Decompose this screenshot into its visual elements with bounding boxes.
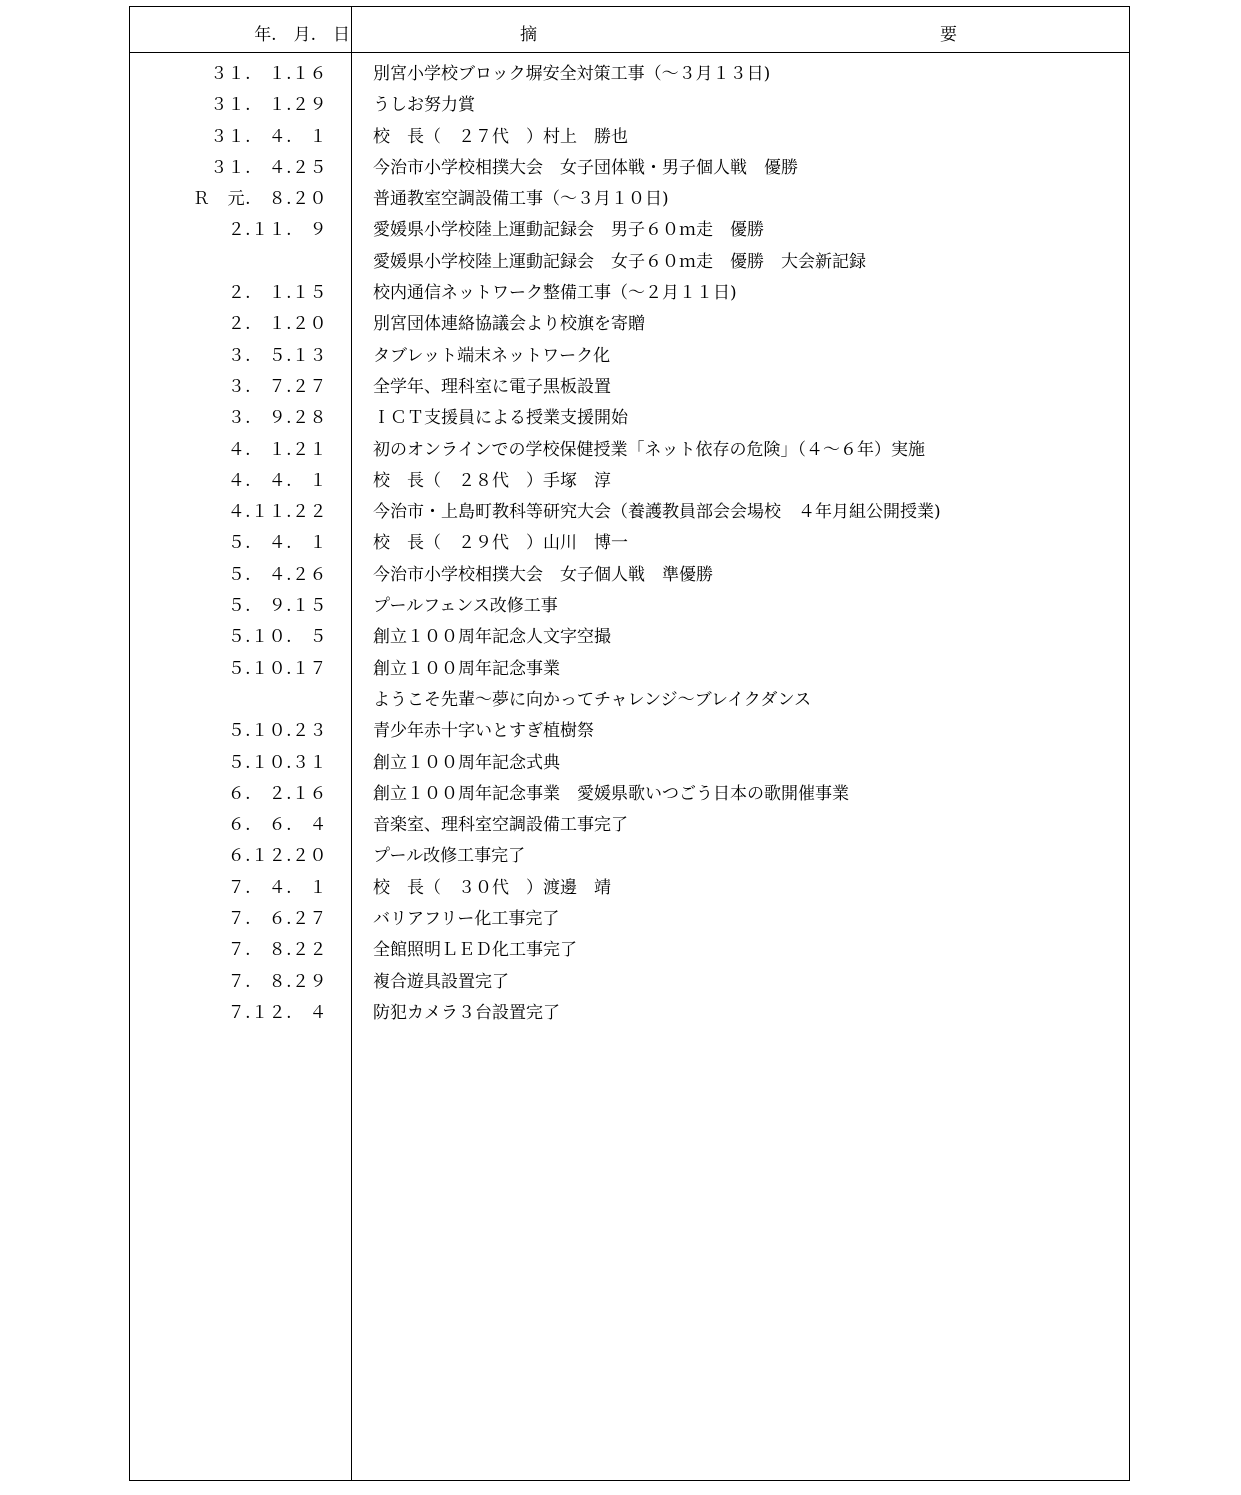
row-date: ３. ５.１３ — [227, 345, 327, 366]
row-summary: 創立１００周年記念事業 愛媛県歌いつごう日本の歌開催事業 — [373, 783, 849, 804]
row-summary: 音楽室、理科室空調設備工事完了 — [373, 815, 628, 836]
row-summary: 今治市小学校相撲大会 女子個人戦 準優勝 — [373, 564, 713, 585]
row-summary: バリアフリー化工事完了 — [373, 909, 560, 930]
row-date: ６. ２.１６ — [227, 783, 327, 804]
history-table — [129, 6, 1130, 1481]
row-date: ７. ６.２７ — [227, 909, 327, 930]
table-row — [130, 247, 1129, 278]
row-date: ５.１０. ５ — [227, 627, 327, 648]
row-summary: 青少年赤十字いとすぎ植樹祭 — [373, 721, 594, 742]
table-row — [130, 748, 1129, 779]
table-row — [130, 622, 1129, 653]
table-row — [130, 967, 1129, 998]
row-date: ５. ９.１５ — [227, 596, 327, 617]
table-row — [130, 341, 1129, 372]
table-row — [130, 998, 1129, 1029]
row-date: ６.１２.２０ — [227, 846, 327, 867]
table-row — [130, 184, 1129, 215]
row-date: ３. ７.２７ — [227, 376, 327, 397]
row-summary: 愛媛県小学校陸上運動記録会 女子６０ｍ走 優勝 大会新記録 — [373, 251, 866, 272]
summary-column-header-second-char: 要 — [940, 25, 957, 45]
table-row — [130, 435, 1129, 466]
row-date: ３１. ４.２５ — [210, 157, 327, 178]
row-date: ５.１０.１７ — [227, 658, 327, 679]
table-row — [130, 59, 1129, 90]
table-row — [130, 122, 1129, 153]
row-date: ５. ４. １ — [227, 533, 327, 554]
row-date: ４. ４. １ — [227, 470, 327, 491]
row-summary: 校 長（ ２９代 ）山川 博一 — [373, 533, 628, 554]
row-date: ５.１０.２３ — [227, 721, 327, 742]
row-summary: 別宮小学校ブロック塀安全対策工事（～３月１３日) — [373, 64, 771, 84]
table-row — [130, 153, 1129, 184]
row-date: ７. ４. １ — [227, 877, 327, 898]
table-row — [130, 810, 1129, 841]
row-date: ４.１１.２２ — [227, 502, 327, 523]
table-row — [130, 560, 1129, 591]
table-row — [130, 278, 1129, 309]
row-date: ３１. １.２９ — [210, 95, 327, 116]
row-date: ７. ８.２９ — [227, 971, 327, 992]
row-date: ５.１０.３１ — [227, 752, 327, 773]
table-row — [130, 90, 1129, 121]
row-summary: 今治市小学校相撲大会 女子団体戦・男子個人戦 優勝 — [373, 157, 798, 178]
row-summary: 愛媛県小学校陸上運動記録会 男子６０ｍ走 優勝 — [373, 220, 764, 241]
row-summary: うしお努力賞 — [373, 95, 475, 116]
table-row — [130, 403, 1129, 434]
summary-column-header-first-char: 摘 — [520, 25, 537, 45]
row-summary: 今治市・上島町教科等研究大会（養護教員部会会場校 ４年月組公開授業) — [373, 502, 941, 523]
row-summary: 防犯カメラ３台設置完了 — [373, 1002, 560, 1023]
row-summary: 創立１００周年記念人文字空撮 — [373, 627, 611, 648]
row-summary: プールフェンス改修工事 — [373, 596, 558, 617]
row-summary: ようこそ先輩～夢に向かってチャレンジ～ブレイクダンス — [373, 689, 812, 710]
table-row — [130, 497, 1129, 528]
row-summary: 校 長（ ３０代 ）渡邊 靖 — [373, 877, 611, 898]
table-row — [130, 372, 1129, 403]
table-row — [130, 309, 1129, 340]
row-date: ７.１２. ４ — [227, 1002, 327, 1023]
table-header — [130, 7, 1129, 53]
row-summary: プール改修工事完了 — [373, 846, 526, 867]
table-body — [130, 59, 1129, 1029]
table-row — [130, 935, 1129, 966]
row-summary: 別宮団体連絡協議会より校旗を寄贈 — [373, 314, 645, 335]
row-date: ６. ６. ４ — [227, 815, 327, 836]
row-summary: 複合遊具設置完了 — [373, 971, 509, 992]
table-row — [130, 528, 1129, 559]
row-summary: 普通教室空調設備工事（～３月１０日) — [373, 189, 669, 210]
date-column-header: 年. 月. 日 — [254, 25, 350, 45]
row-date: Ｒ 元. ８.２０ — [192, 189, 327, 210]
table-row — [130, 716, 1129, 747]
row-date: ３１. ４. １ — [210, 126, 327, 147]
row-summary: 初のオンラインでの学校保健授業「ネット依存の危険」（４～６年）実施 — [373, 439, 925, 460]
row-summary: 全学年、理科室に電子黒板設置 — [373, 376, 611, 397]
table-row — [130, 841, 1129, 872]
table-row — [130, 654, 1129, 685]
table-row — [130, 779, 1129, 810]
row-summary: 創立１００周年記念事業 — [373, 658, 560, 679]
row-summary: ＩＣＴ支援員による授業支援開始 — [373, 408, 628, 429]
row-date: ２.１１. ９ — [227, 220, 327, 241]
row-date: ３１. １.１６ — [210, 64, 327, 84]
row-summary: 校内通信ネットワーク整備工事（～２月１１日) — [373, 283, 737, 304]
row-summary: 創立１００周年記念式典 — [373, 752, 560, 773]
table-row — [130, 591, 1129, 622]
row-date: ２. １.１５ — [227, 283, 327, 304]
row-summary: 校 長（ ２８代 ）手塚 淳 — [373, 470, 611, 491]
table-row — [130, 904, 1129, 935]
row-date: ２. １.２０ — [227, 314, 327, 335]
table-row — [130, 873, 1129, 904]
row-date: ４. １.２１ — [227, 439, 327, 460]
table-row — [130, 215, 1129, 246]
table-row — [130, 685, 1129, 716]
row-date: ５. ４.２６ — [227, 564, 327, 585]
row-summary: 全館照明ＬＥＤ化工事完了 — [373, 940, 577, 961]
row-summary: タブレット端末ネットワーク化 — [373, 345, 611, 366]
row-summary: 校 長（ ２７代 ）村上 勝也 — [373, 126, 628, 147]
row-date: ７. ８.２２ — [227, 940, 327, 961]
table-row — [130, 466, 1129, 497]
row-date: ３. ９.２８ — [227, 408, 327, 429]
